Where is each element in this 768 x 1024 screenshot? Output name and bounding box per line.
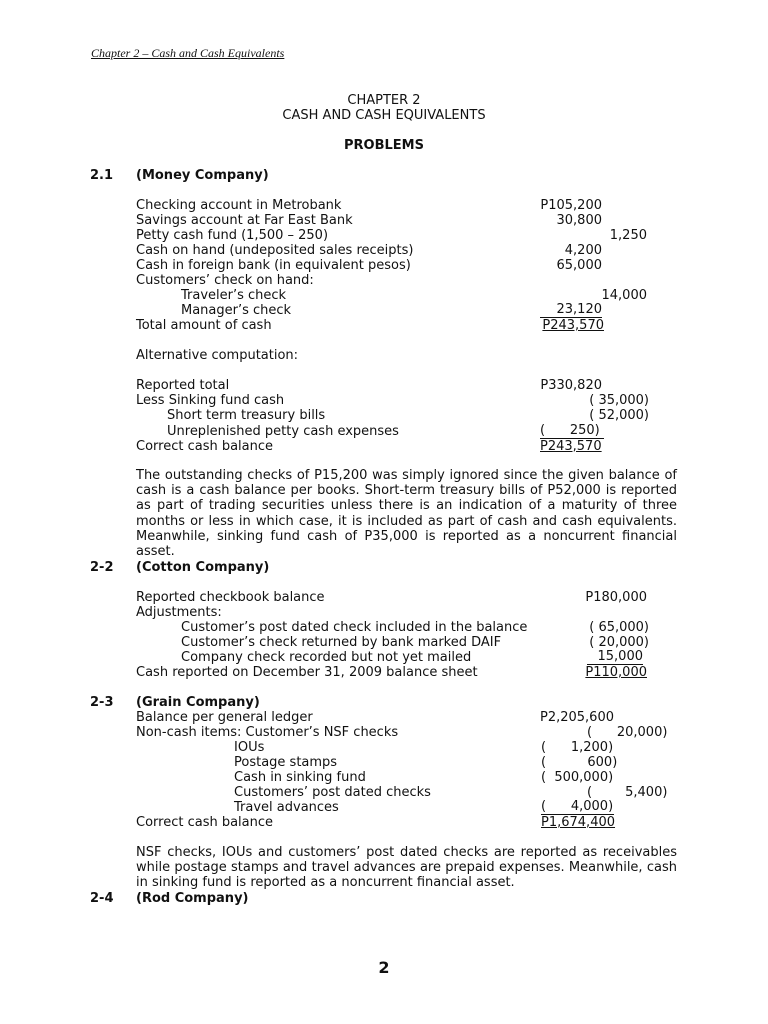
problem-2-3-number: 2-3 [90,695,114,710]
line-label: Cash in foreign bank (in equivalent pesos) [136,258,411,273]
line-label: Short term treasury bills [167,408,326,423]
problem-2-3-title: (Grain Company) [136,695,260,710]
line-label: Balance per general ledger [136,710,313,725]
line-label: Adjustments: [136,605,222,620]
total-label: Correct cash balance [136,439,274,454]
line-label: Savings account at Far East Bank [136,213,353,228]
section-title: PROBLEMS [344,138,424,153]
problem-2-4-title: (Rod Company) [136,891,249,906]
line-amount: 65,000 [556,258,602,273]
line-amount: ( 600) [541,755,618,770]
line-label: Petty cash fund (1,500 – 250) [136,228,329,243]
line-label: IOUs [234,740,265,755]
line-label: Customers’ post dated checks [234,785,431,800]
line-amount: ( 500,000) [541,770,614,785]
total-label: Correct cash balance [136,815,274,830]
line-amount: ( 4,000) [541,799,614,814]
total-amount: P243,570 [540,439,602,454]
total-label: Cash reported on December 31, 2009 balance sheet [136,665,478,680]
line-amount: ( 5,400) [587,785,668,800]
line-amount: 23,120 [540,303,602,318]
line-amount: P2,205,600 [539,710,614,725]
total-amount: P110,000 [585,665,647,680]
line-amount: ( 20,000) [589,635,649,650]
line-label: Company check recorded but not yet mailed [181,650,472,665]
line-amount: P180,000 [585,590,647,605]
page-number: 2 [378,958,390,977]
line-amount: 4,200 [564,243,602,258]
total-amount: P243,570 [542,318,604,333]
line-label: Unreplenished petty cash expenses [167,424,399,439]
line-amount: ( 52,000) [589,408,649,423]
explanation-paragraph: NSF checks, IOUs and customers’ post dated checks are reported as receivables while postage stamps and travel advances are prepaid expenses. Meanwhile, cash in sinking fund is reported as a noncurrent financial asset. [136,845,677,891]
line-amount: ( 250) [540,424,604,439]
line-label: Cash on hand (undeposited sales receipts) [136,243,414,258]
problem-2-1-number: 2.1 [90,168,114,183]
problem-2-1-title: (Money Company) [136,168,269,183]
running-header: Chapter 2 – Cash and Cash Equivalents [91,46,285,60]
line-label: Non-cash items: Customer’s NSF checks [136,725,399,740]
line-label: Customers’ check on hand: [136,273,314,288]
total-amount: P1,674,400 [541,815,616,830]
total-label: Total amount of cash [136,318,272,333]
line-amount: ( 1,200) [541,740,614,755]
line-label: Travel advances [234,800,339,815]
line-label: Reported total [136,378,230,393]
line-label: Cash in sinking fund [234,770,366,785]
line-label: Manager’s check [181,303,292,318]
chapter-title: CASH AND CASH EQUIVALENTS [282,108,486,123]
problem-2-4-number: 2-4 [90,891,114,906]
line-amount: ( 20,000) [587,725,668,740]
line-amount: 14,000 [601,288,647,303]
line-label: Customer’s check returned by bank marked DAIF [181,635,502,650]
line-amount: 30,800 [556,213,602,228]
line-amount: P330,820 [540,378,602,393]
problem-2-2-number: 2-2 [90,560,114,575]
line-label: Traveler’s check [181,288,287,303]
line-amount: ( 35,000) [589,393,649,408]
alt-computation-label: Alternative computation: [136,348,299,363]
line-label: Reported checkbook balance [136,590,325,605]
problem-2-2-title: (Cotton Company) [136,560,270,575]
line-amount: 15,000 [587,650,643,665]
line-label: Postage stamps [234,755,338,770]
chapter-number: CHAPTER 2 [347,93,421,108]
line-label: Checking account in Metrobank [136,198,342,213]
line-amount: P105,200 [540,198,602,213]
line-label: Less Sinking fund cash [136,393,285,408]
line-amount: 1,250 [609,228,647,243]
line-label: Customer’s post dated check included in the balance [181,620,528,635]
line-amount: ( 65,000) [589,620,649,635]
explanation-paragraph: The outstanding checks of P15,200 was simply ignored since the given balance of cash is a cash balance per books. Short-term treasury bills of P52,000 is reported as part of trading securities unless there is an indication of a maturity of three months or less in which case, it is included as part of cash and cash equivalents. Meanwhile, sinking fund cash of P35,000 is reported as a noncurrent financial asset. [136,468,677,560]
